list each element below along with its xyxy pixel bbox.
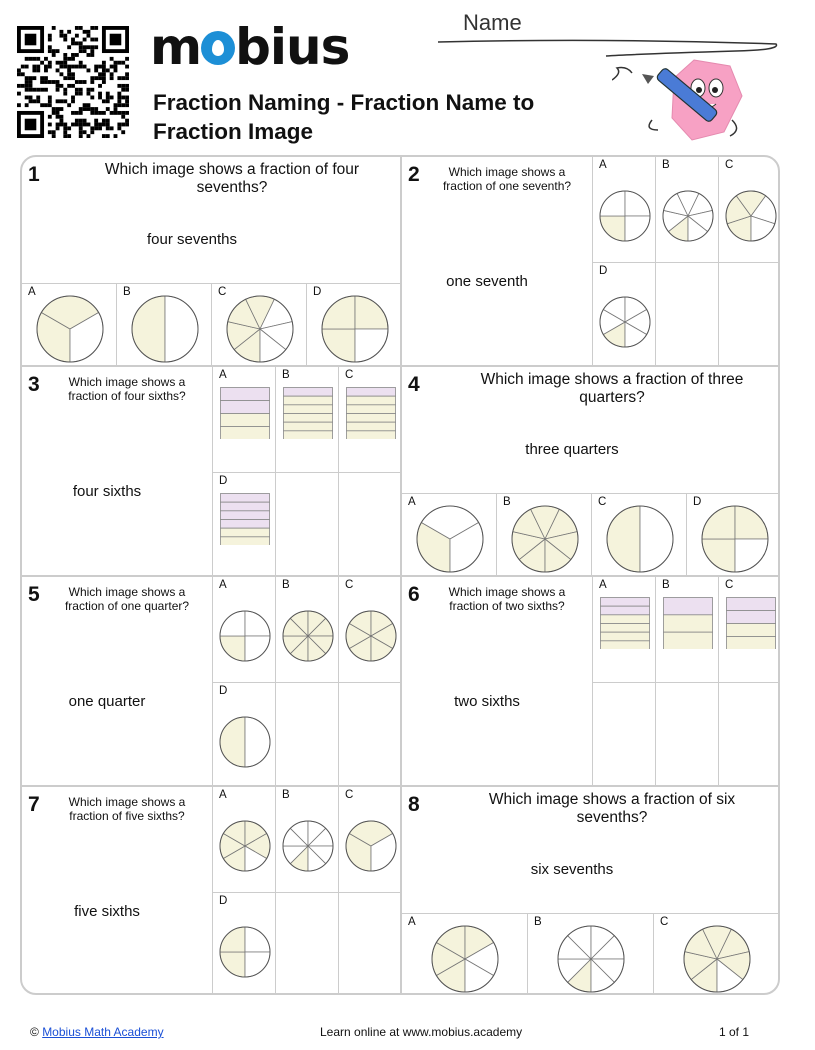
option-label: A: [219, 789, 227, 801]
empty-option-cell: [718, 682, 780, 787]
question-8: [402, 787, 780, 995]
option-b[interactable]: [528, 913, 654, 995]
option-label: C: [345, 789, 354, 801]
question-3: [22, 367, 402, 577]
option-a[interactable]: [592, 577, 655, 682]
option-label: D: [693, 496, 702, 508]
option-a[interactable]: [212, 367, 275, 472]
option-c[interactable]: [592, 493, 687, 577]
fraction-bar-part: [600, 641, 649, 649]
fraction-circle-5-of-6: [218, 819, 272, 873]
fraction-name: three quarters: [525, 441, 619, 458]
question-6: [402, 577, 780, 787]
option-label: D: [599, 265, 608, 277]
option-label: B: [123, 286, 131, 298]
option-a[interactable]: [592, 157, 655, 262]
fraction-sector: [220, 717, 245, 767]
fraction-sector: [607, 506, 640, 572]
option-label: B: [282, 579, 290, 591]
fraction-bar-part: [663, 615, 712, 632]
name-line[interactable]: [436, 36, 781, 60]
option-label: C: [345, 579, 354, 591]
option-label: B: [282, 369, 290, 381]
fraction-bar-part: [283, 422, 332, 431]
question-number: 6: [408, 583, 420, 606]
option-b[interactable]: [117, 283, 212, 367]
footer-page-number: 1 of 1: [719, 1025, 750, 1039]
option-label: B: [662, 159, 670, 171]
fraction-circle-1-of-2: [130, 294, 200, 364]
fraction-circle-1-of-7: [661, 189, 715, 243]
option-b[interactable]: [275, 367, 338, 472]
footer-learn-online: Learn online at www.mobius.academy: [320, 1025, 523, 1039]
fraction-bar-part: [346, 414, 395, 423]
fraction-bar-part: [283, 414, 332, 423]
option-label: C: [725, 579, 734, 591]
question-7: [22, 787, 402, 995]
fraction-bar-part: [220, 537, 269, 545]
fraction-bar-part: [600, 615, 649, 624]
option-a[interactable]: [22, 283, 117, 367]
question-number: 5: [28, 583, 40, 606]
logo-drop-icon: [201, 31, 235, 65]
fraction-bar-part: [220, 414, 269, 427]
empty-option-cell: [338, 682, 401, 787]
question-prompt: Which image shows a fraction of four sixths?: [68, 375, 186, 403]
fraction-circle-1-of-2: [218, 715, 272, 769]
question-prompt: Which image shows a fraction of three quarters?: [480, 371, 744, 406]
option-d[interactable]: [687, 493, 780, 577]
option-label: B: [503, 496, 511, 508]
qr-code: [16, 26, 130, 138]
option-label: D: [219, 685, 228, 697]
option-label: D: [219, 895, 228, 907]
option-label: A: [408, 916, 416, 928]
fraction-circle-7-of-7: [510, 504, 580, 574]
fraction-circle-6-of-6: [344, 609, 398, 663]
fraction-circle-3-of-4: [700, 504, 770, 574]
option-label: C: [598, 496, 607, 508]
fraction-bar-part: [283, 396, 332, 405]
fraction-bar-part: [220, 427, 269, 440]
question-prompt: Which image shows a fraction of four sevenths?: [104, 161, 360, 196]
fraction-circle-1-of-8: [556, 924, 626, 994]
fraction-sector: [165, 296, 198, 362]
fraction-circle-2-of-3: [35, 294, 105, 364]
option-b[interactable]: [497, 493, 592, 577]
fraction-bar-part: [220, 520, 269, 529]
fraction-circle-1-of-3: [415, 504, 485, 574]
fraction-circle-8-of-8: [281, 609, 335, 663]
option-d[interactable]: [592, 262, 655, 367]
fraction-sector: [132, 296, 165, 362]
option-label: C: [725, 159, 734, 171]
fraction-bar-part: [346, 405, 395, 414]
option-label: B: [282, 789, 290, 801]
fraction-circle-1-of-2: [605, 504, 675, 574]
fraction-bar-1-of-3: [663, 597, 713, 649]
page-title: Fraction Naming - Fraction Name to Fraction Image: [153, 90, 535, 144]
fraction-name: four sevenths: [146, 231, 238, 248]
fraction-circle-3-of-4: [320, 294, 390, 364]
fraction-bar-part: [726, 624, 775, 637]
fraction-bar-part: [346, 422, 395, 431]
empty-option-cell: [275, 892, 338, 995]
fraction-bar-part: [600, 632, 649, 641]
option-a[interactable]: [402, 493, 497, 577]
fraction-circle-2-of-4: [218, 925, 272, 979]
empty-option-cell: [592, 682, 655, 787]
fraction-bar-part: [663, 632, 712, 649]
question-1: [22, 157, 402, 367]
fraction-bar-part: [283, 405, 332, 414]
fraction-bar-2-of-4: [220, 387, 270, 439]
fraction-bar-part: [346, 431, 395, 439]
fraction-name: two sixths: [454, 693, 520, 710]
option-label: D: [219, 475, 228, 487]
option-d[interactable]: [212, 472, 275, 577]
fraction-bar-part: [726, 611, 775, 624]
option-b[interactable]: [275, 787, 338, 892]
fraction-bar-part: [600, 606, 649, 615]
academy-link[interactable]: Mobius Math Academy: [42, 1025, 164, 1039]
question-prompt: Which image shows a fraction of one seventh?: [442, 165, 572, 193]
logo-text-m: m: [150, 18, 202, 76]
question-number: 2: [408, 163, 420, 186]
fraction-bar-part: [220, 494, 269, 503]
option-label: C: [660, 916, 669, 928]
question-prompt: Which image shows a fraction of one quarter?: [64, 585, 190, 613]
mascot-illustration: [612, 58, 752, 156]
fraction-name: five sixths: [74, 903, 140, 920]
option-b[interactable]: [655, 577, 718, 682]
fraction-bar-4-of-6: [220, 493, 270, 545]
option-d[interactable]: [212, 892, 275, 995]
option-d[interactable]: [307, 283, 402, 367]
empty-option-cell: [275, 682, 338, 787]
fraction-sector: [245, 717, 270, 767]
option-b[interactable]: [655, 157, 718, 262]
fraction-name: one seventh: [446, 273, 528, 290]
mobius-logo: [150, 18, 350, 76]
fraction-bar-part: [283, 431, 332, 439]
question-number: 1: [28, 163, 40, 186]
option-c[interactable]: [212, 283, 307, 367]
option-a[interactable]: [402, 913, 528, 995]
empty-option-cell: [655, 262, 718, 367]
option-c[interactable]: [654, 913, 780, 995]
option-label: A: [599, 159, 607, 171]
option-c[interactable]: [338, 577, 401, 682]
fraction-bar-1-of-6: [346, 387, 396, 439]
question-prompt: Which image shows a fraction of six sevenths?: [488, 791, 736, 826]
footer-copyright: © Mobius Math Academy: [30, 1025, 164, 1039]
fraction-bar-part: [600, 598, 649, 607]
name-label: Name: [463, 10, 522, 35]
fraction-bar-part: [220, 511, 269, 520]
option-d[interactable]: [212, 682, 275, 787]
fraction-circle-6-of-7: [682, 924, 752, 994]
question-number: 4: [408, 373, 420, 396]
option-label: A: [599, 579, 607, 591]
question-prompt: Which image shows a fraction of five sixths?: [68, 795, 186, 823]
fraction-circle-3-of-5: [724, 189, 778, 243]
empty-option-cell: [275, 472, 338, 577]
fraction-name: four sixths: [72, 483, 142, 500]
question-2: [402, 157, 780, 367]
fraction-circle-1-of-6: [598, 295, 652, 349]
question-prompt: Which image shows a fraction of two sixths?: [448, 585, 566, 613]
fraction-circle-4-of-6: [430, 924, 500, 994]
question-4: [402, 367, 780, 577]
option-label: D: [313, 286, 322, 298]
fraction-circle-4-of-7: [225, 294, 295, 364]
empty-option-cell: [718, 262, 780, 367]
question-grid: [20, 155, 780, 995]
option-c[interactable]: [338, 367, 401, 472]
option-a[interactable]: [212, 787, 275, 892]
fraction-circle-1-of-4: [598, 189, 652, 243]
fraction-bar-part: [346, 396, 395, 405]
option-label: A: [28, 286, 36, 298]
fraction-bar-part: [600, 624, 649, 633]
option-label: A: [219, 369, 227, 381]
fraction-name: one quarter: [68, 693, 146, 710]
fraction-bar-part: [346, 388, 395, 397]
option-label: A: [408, 496, 416, 508]
question-number: 3: [28, 373, 40, 396]
option-label: C: [218, 286, 227, 298]
fraction-circle-2-of-3: [344, 819, 398, 873]
option-label: A: [219, 579, 227, 591]
fraction-name: six sevenths: [530, 861, 614, 878]
option-label: C: [345, 369, 354, 381]
fraction-bar-2-of-4: [726, 597, 776, 649]
question-5: [22, 577, 402, 787]
empty-option-cell: [655, 682, 718, 787]
fraction-bar-part: [220, 388, 269, 401]
question-number: 7: [28, 793, 40, 816]
empty-option-cell: [338, 892, 401, 995]
fraction-bar-part: [726, 598, 775, 611]
logo-text-rest: bius: [235, 18, 350, 76]
fraction-bar-part: [220, 528, 269, 537]
empty-option-cell: [338, 472, 401, 577]
option-label: B: [534, 916, 542, 928]
fraction-sector: [640, 506, 673, 572]
option-label: B: [662, 579, 670, 591]
option-c[interactable]: [338, 787, 401, 892]
option-c[interactable]: [718, 577, 780, 682]
fraction-bar-1-of-6: [283, 387, 333, 439]
option-c[interactable]: [718, 157, 780, 262]
fraction-bar-2-of-6: [600, 597, 650, 649]
fraction-bar-part: [726, 637, 775, 650]
fraction-bar-part: [220, 401, 269, 414]
fraction-circle-1-of-4: [218, 609, 272, 663]
fraction-circle-1-of-8: [281, 819, 335, 873]
fraction-bar-part: [663, 598, 712, 615]
fraction-bar-part: [283, 388, 332, 397]
option-b[interactable]: [275, 577, 338, 682]
fraction-bar-part: [220, 502, 269, 511]
option-a[interactable]: [212, 577, 275, 682]
question-number: 8: [408, 793, 420, 816]
